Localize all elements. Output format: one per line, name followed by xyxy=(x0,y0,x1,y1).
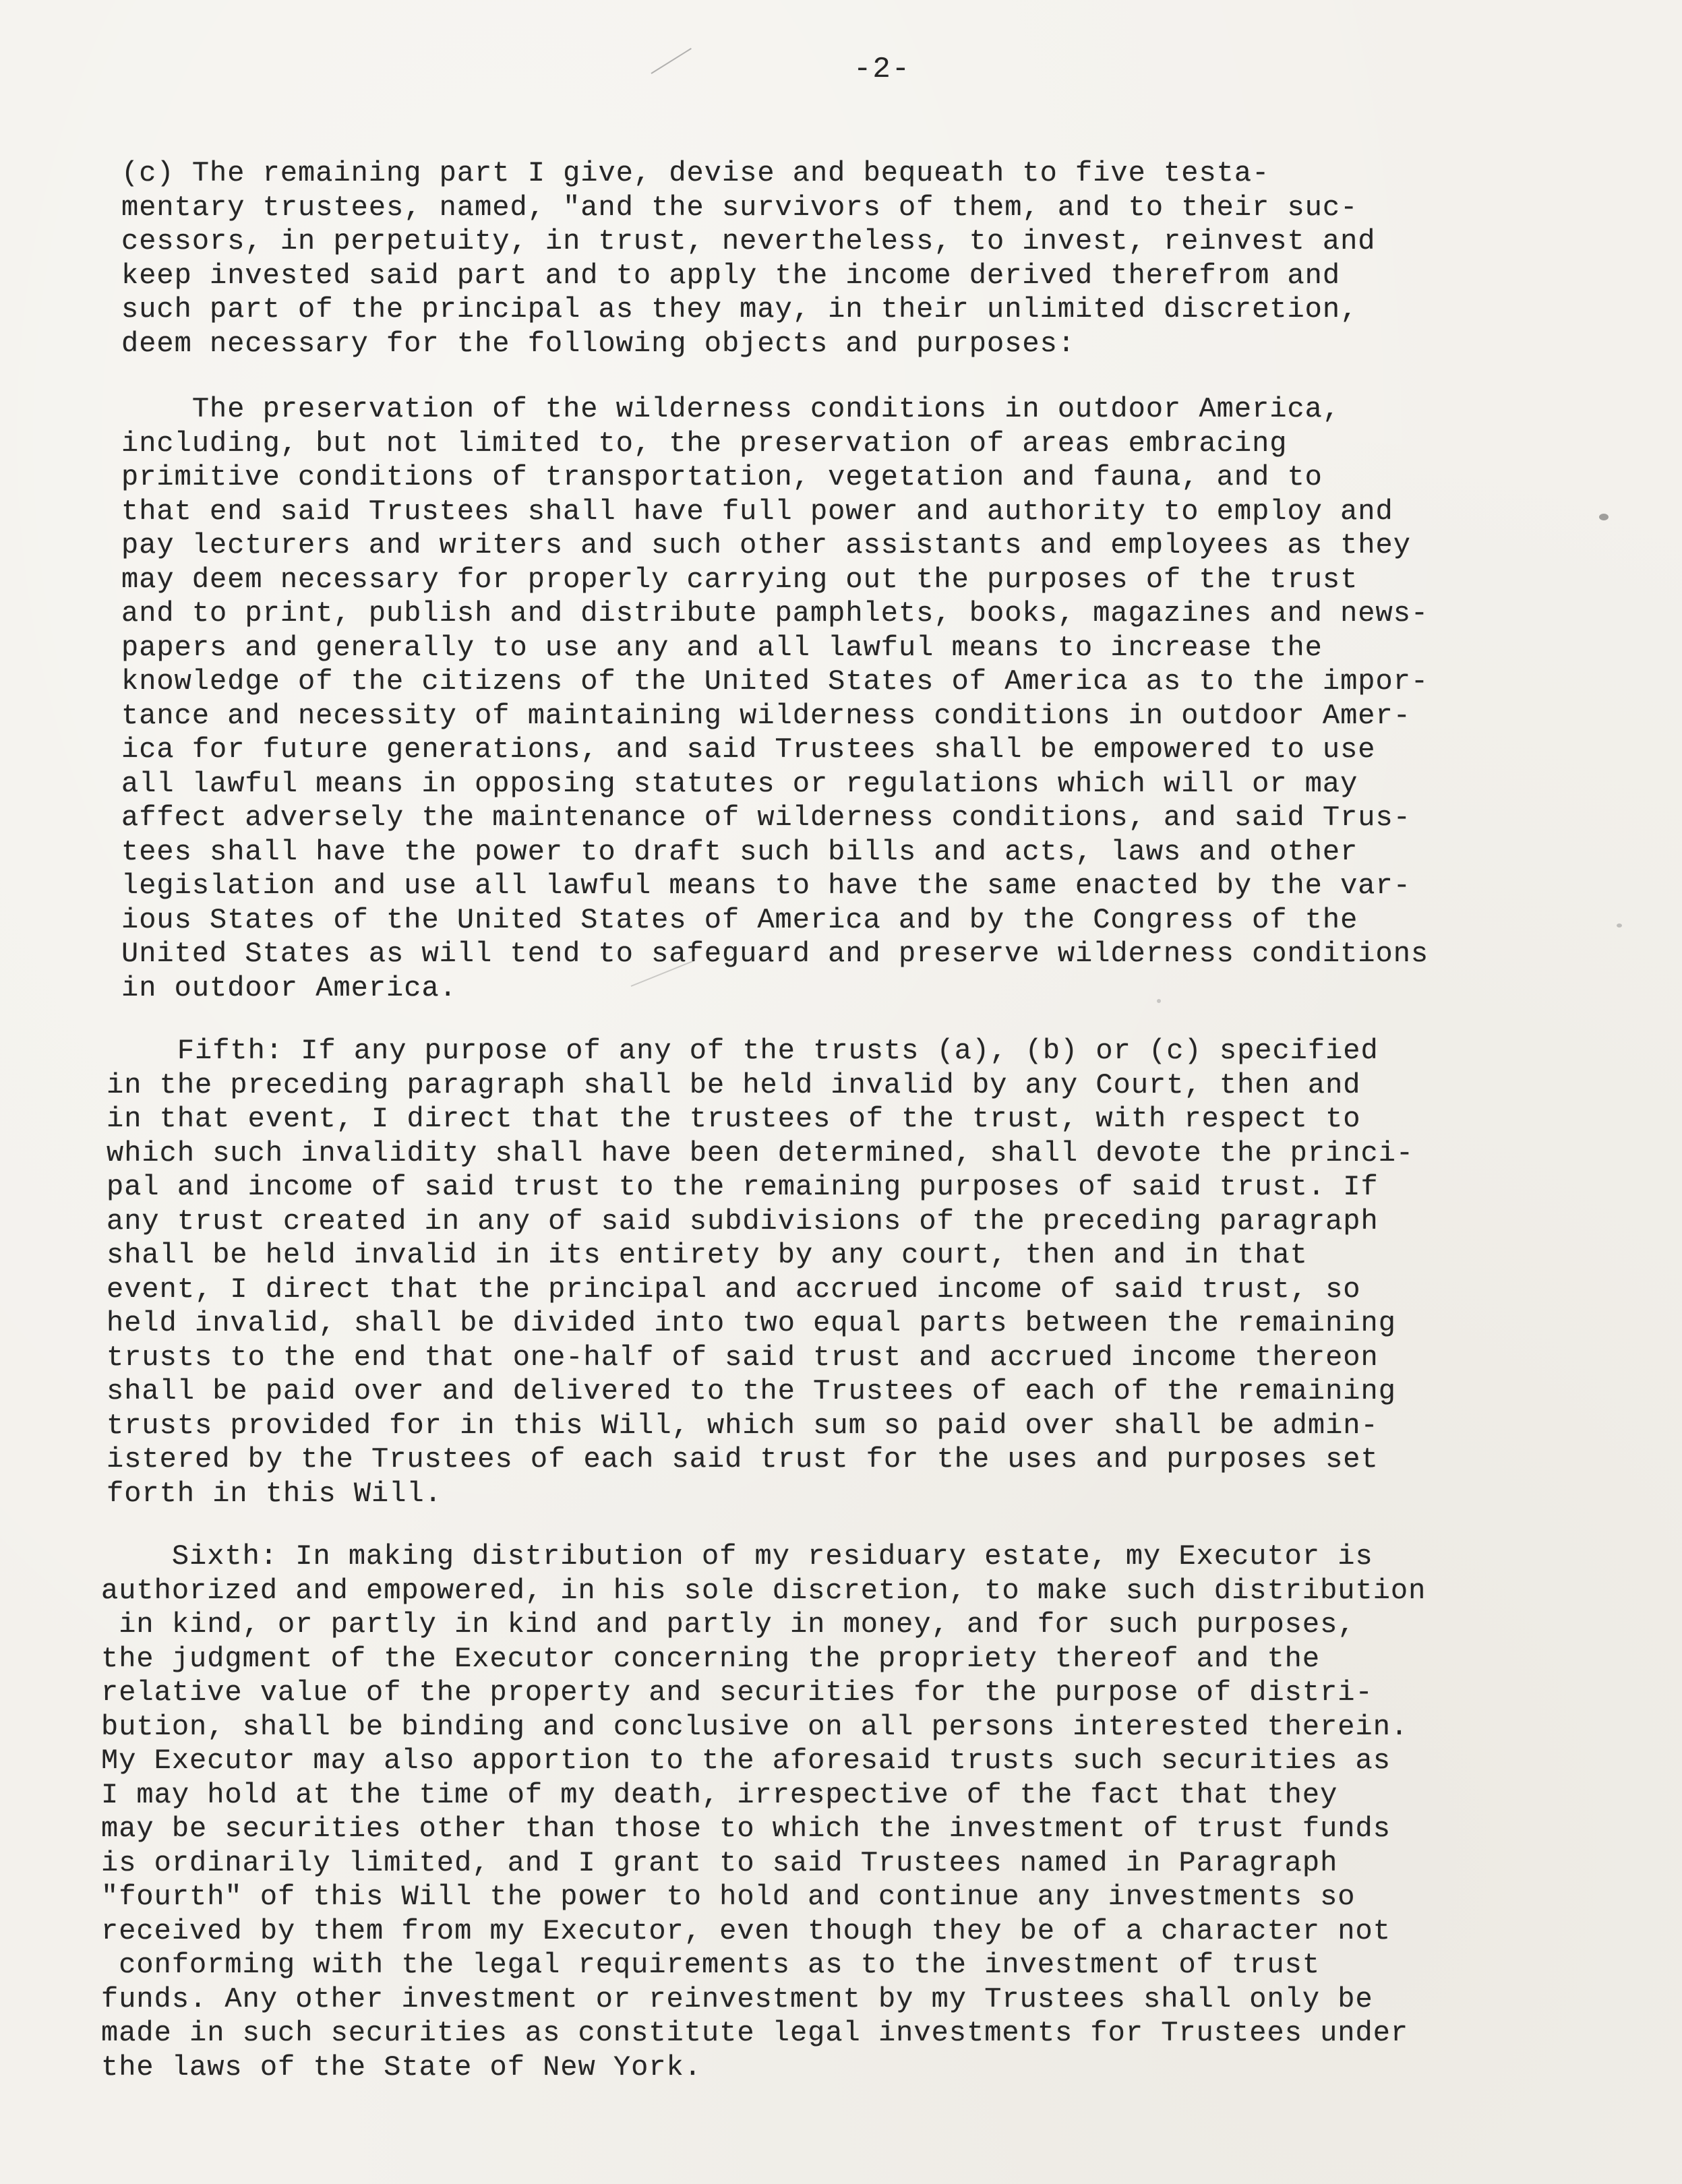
page-number: -2- xyxy=(853,53,911,86)
paragraph-fifth: Fifth: If any purpose of any of the trusts (a), (b) or (c) specified in the preceding paragraph shall be held invalid by any Court, then and in that event, I direct that the trustees of the trust, with respect to which such invalidity shall have been determined, shall devote the princi- pal and income of said trust to the remaining purposes of said trust. If any trust created in any of said subdivisions of the preceding paragraph shall be held invalid in its entirety by any court, then and in that event, I direct that the principal and accrued income of said trust, so held invalid, shall be divided into two equal parts between the remaining trusts to the end that one-half of said trust and accrued income thereon shall be paid over and delivered to the Trustees of each of the remaining trusts provided for in this Will, which sum so paid over shall be admin- istered by the Trustees of each said trust for the uses and purposes set forth in this Will. xyxy=(107,1035,1414,1510)
pencil-mark xyxy=(651,48,691,74)
paragraph-wilderness-preservation: The preservation of the wilderness conditions in outdoor America, including, but not limited to, the preservation of areas embracing primitive conditions of transportation, vegetation and fauna, and to that end said Trustees shall have full power and authority to employ and pay lecturers and writers and such other assistants and employees as they may deem necessary for properly carrying out the purposes of the trust and to print, publish and distribute pamphlets, books, magazines and news- papers and generally to use any and all lawful means to increase the knowledge of the citizens of the United States of America as to the impor- tance and necessity of maintaining wilderness conditions in outdoor Amer- ica for future generations, and said Trustees shall be empowered to use all lawful means in opposing statutes or regulations which will or may affect adversely the maintenance of wilderness conditions, and said Trus- tees shall have the power to draft such bills and acts, laws and other legislation and use all lawful means to have the same enacted by the var- ious States of the United States of America and by the Congress of the United States as will tend to safeguard and preserve wilderness conditions in outdoor America. xyxy=(121,393,1429,1004)
paragraph-c-residuary-trust: (c) The remaining part I give, devise and bequeath to five testa- mentary trustees, named, "and the survivors of them, and to their suc- cessors, in perpetuity, in trust, nevertheless, to invest, reinvest and keep invested said part and to apply the income derived therefrom and such part of the principal as they may, in their unlimited discretion, deem necessary for the following objects and purposes: xyxy=(121,157,1376,360)
ink-speck xyxy=(1617,923,1622,928)
ink-speck xyxy=(1599,514,1609,520)
paragraph-sixth: Sixth: In making distribution of my residuary estate, my Executor is authorized and empowered, in his sole discretion, to make such distribution in kind, or partly in kind and partly in money, and for such purposes, the judgment of the Executor concerning the propriety thereof and the relative value of the property and securities for the purpose of distri- bution, shall be binding and conclusive on all persons interested therein. My Executor may also apportion to the aforesaid trusts such securities as I may hold at the time of my death, irrespective of the fact that they may be securities other than those to which the investment of trust funds is ordinarily limited, and I grant to said Trustees named in Paragraph "fourth" of this Will the power to hold and continue any investments so received by them from my Executor, even though they be of a character not conforming with the legal requirements as to the investment of trust funds. Any other investment or reinvestment by my Trustees shall only be made in such securities as constitute legal investments for Trustees under the laws of the State of New York. xyxy=(101,1540,1426,2084)
